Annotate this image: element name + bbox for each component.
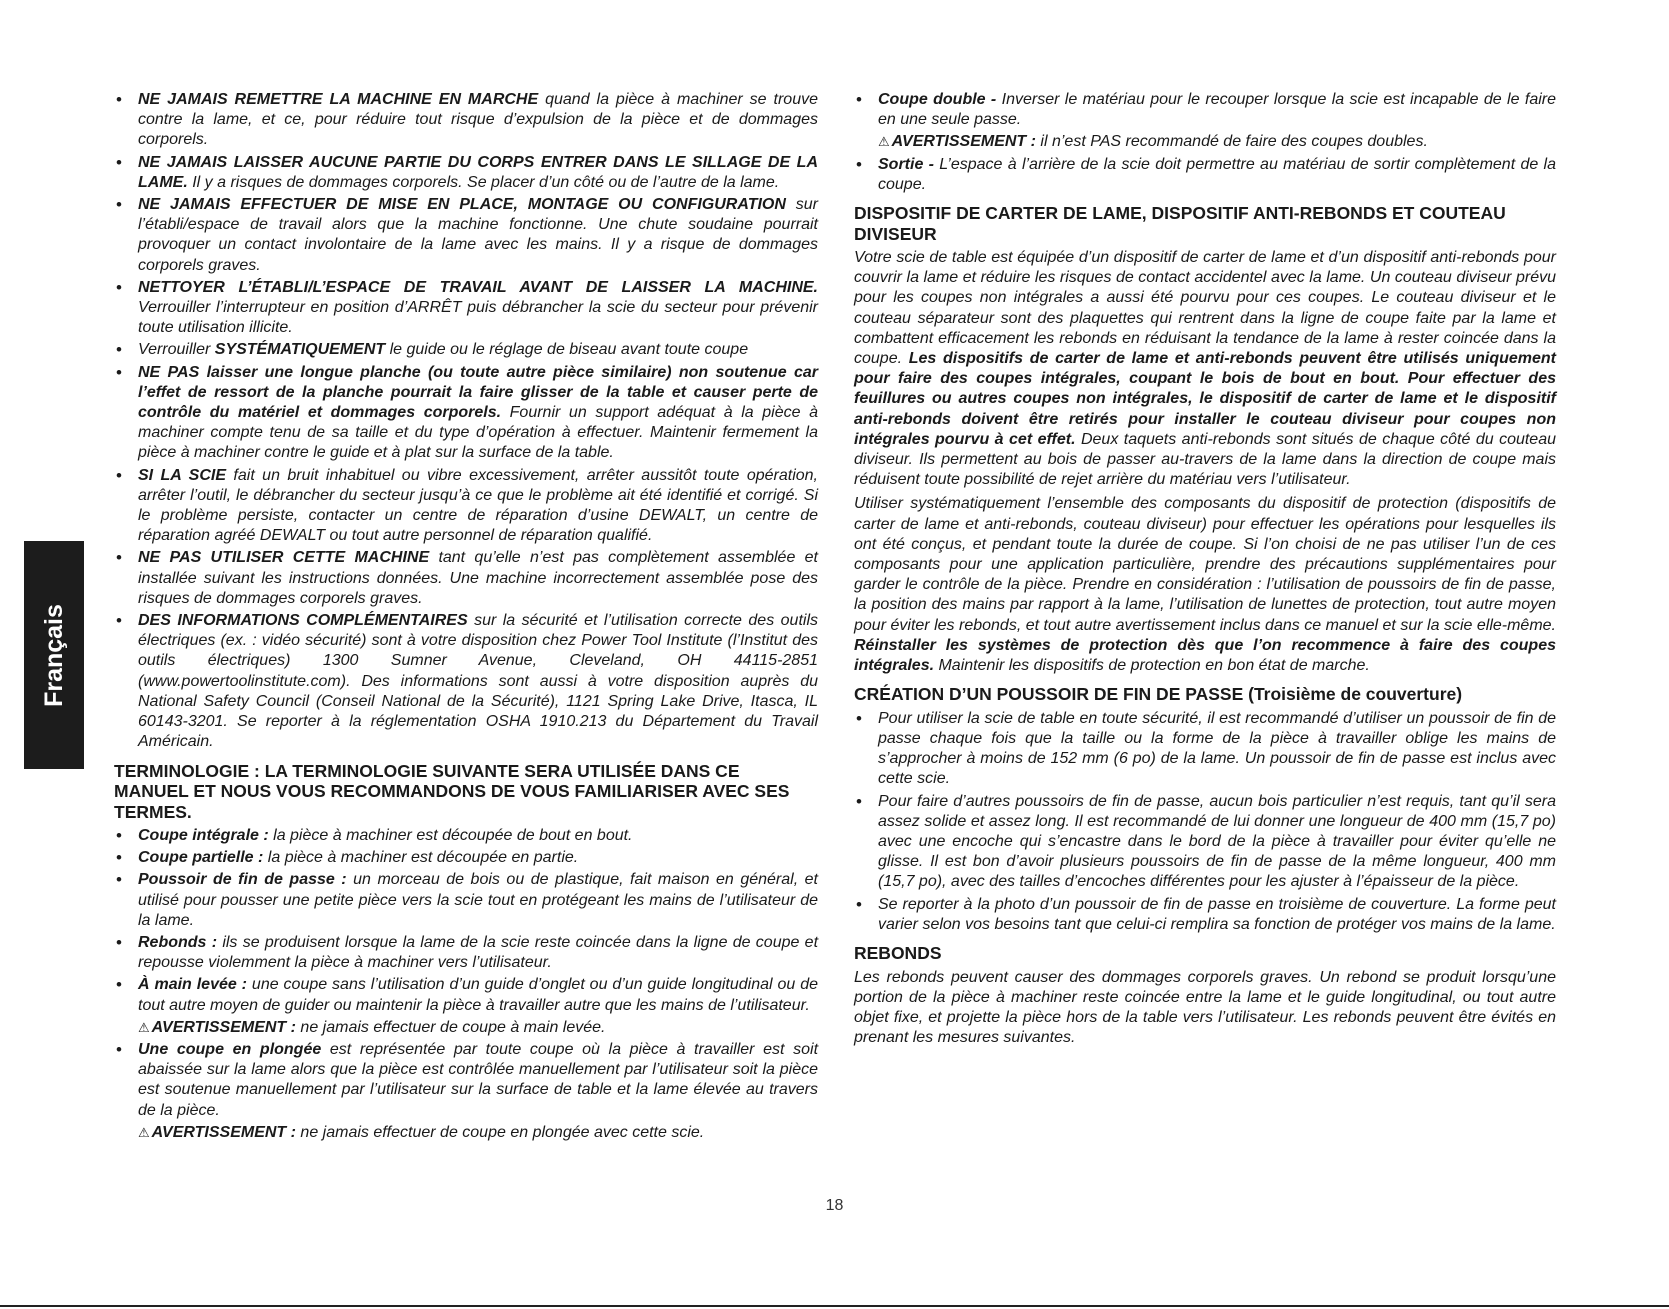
term-item: • Sortie - L’espace à l’arrière de la scie doit permettre au matériau de sortir complètement de la coupe. bbox=[854, 155, 1556, 195]
guard-heading: DISPOSITIF DE CARTER DE LAME, DISPOSITIF ANTI-REBONDS ET COUTEAU DIVISEUR bbox=[854, 203, 1506, 244]
term-item: • Une coupe en plongée est représentée par toute coupe où la pièce à travailler est soit abaissée sur la lame alors que la pièce est contrôlée manuellement par l’utilisateur soit la pièce est soutenue manuellement par l’utilisateur sur la surface de table et la lame élevée au travers de la pièce. bbox=[114, 1040, 818, 1121]
warning-double: ⚠ AVERTISSEMENT : il n’est PAS recommandé de faire des coupes doubles. bbox=[878, 133, 1428, 151]
push-stick-item: • Pour utiliser la scie de table en toute sécurité, il est recommandé d’utiliser un poussoir de fin de passe chaque fois que la taille ou la forme de la pièce à travailler oblige les mains de s’approcher à moins de 152 mm (6 po) de la lame. Un poussoir de fin de passe est inclus avec cette scie. bbox=[854, 709, 1556, 790]
safety-rule: • NE PAS laisser une longue planche (ou toute autre pièce similaire) non soutenue car l’effet de ressort de la planche pourrait la faire glisser de la table et causer perte de contrôle du matériel et dommages corporels. Fournir un support adéquat à la pièce à machiner compte tenu de sa taille et du type d’opération à effectuer. Maintenir fermement la pièce à machiner contre le guide et à plat sur la surface de la table. bbox=[114, 363, 818, 464]
push-stick-item: • Se reporter à la photo d’un poussoir de fin de passe en troisième de couverture. La forme peut varier selon vos besoins tant que celui-ci remplira sa fonction de protéger vos mains de la lame. bbox=[854, 895, 1556, 935]
safety-rule: • NE PAS UTILISER CETTE MACHINE tant qu’elle n’est pas complètement assemblée et installée suivant les instructions données. Une machine incorrectement assemblée pose des risques de dommages corporels graves. bbox=[114, 548, 818, 609]
safety-rule: • SI LA SCIE fait un bruit inhabituel ou vibre excessivement, arrêter aussitôt toute opération, arrêter l’outil, le débrancher du secteur jusqu’à ce que le problème ait été identifié et corrigé. Si le problème persiste, contacter un centre de réparation d’usine DEWALT, un centre de réparation agréé DEWALT ou tout autre personnel de réparation qualifié. bbox=[114, 466, 818, 547]
safety-rule: • NE JAMAIS REMETTRE LA MACHINE EN MARCHE quand la pièce à machiner se trouve contre la lame, et ce, pour réduire tout risque d’expulsion de la pièce et de dommages corporels. bbox=[114, 90, 818, 151]
safety-rule: • NE JAMAIS EFFECTUER DE MISE EN PLACE, MONTAGE OU CONFIGURATION sur l’établi/espace de travail alors que la machine fonctionne. Une chute soudaine pourrait provoquer un contact involontaire de la lame avec les mains. Il y a risque de dommages corporels graves. bbox=[114, 195, 818, 276]
term-item: • Coupe intégrale : la pièce à machiner est découpée de bout en bout. bbox=[114, 826, 818, 846]
warning-plongee: ⚠ AVERTISSEMENT : ne jamais effectuer de coupe en plongée avec cette scie. bbox=[138, 1123, 705, 1141]
term-item: • Poussoir de fin de passe : un morceau de bois ou de plastique, fait maison en général, et utilisé pour pousser une petite pièce vers la scie tout en protégeant les mains de l’utilisateur de la lame. bbox=[114, 870, 818, 931]
guard-paragraph: Votre scie de table est équipée d’un dispositif de carter de lame et d’un dispositif anti-rebonds pour couvrir la lame et réduire les risques de contact accidentel avec la lame. Un couteau diviseur prévu pour les coupes non intégrales a aussi été pourvu pour ces coupes. Le couteau diviseur et le couteau séparateur sont des plaquettes qui rentrent dans la ligne de coupe faite par la lame et combattent efficacement les rebonds en réduisant la tendance de la lame à rester coincée dans la coupe. Les dispositifs de carter de lame et anti-rebonds peuvent être utilisés uniquement pour faire des coupes intégrales, coupant le bois de bout en bout. Pour effectuer des feuillures ou autres coupes non intégrales, le dispositif de carter de lame et le dispositif anti-rebonds doivent être retirés pour installer le couteau diviseur pour coupes non intégrales pourvu à cet effet. Deux taquets anti-rebonds sont situés de chaque côté du couteau diviseur. Ils permettent au bois de passer au-travers de la lame dans la direction de coupe mais réduisent toute possibilité de rejet arrière du matériau vers l’utilisateur. bbox=[854, 249, 1557, 489]
right-column bbox=[854, 90, 1556, 1052]
term-item: • Coupe double - Inverser le matériau pour le recouper lorsque la scie est incapable de le faire en une seule passe. bbox=[854, 90, 1556, 130]
terminology-list bbox=[114, 826, 818, 1016]
term-item: • À main levée : une coupe sans l’utilisation d’un guide d’onglet ou d’un guide longitudinal ou de tout autre moyen de guider ou maintenir la pièce à travailler autre que les mains de l’utilisateur. bbox=[114, 975, 818, 1015]
safety-rule: • NE JAMAIS LAISSER AUCUNE PARTIE DU CORPS ENTRER DANS LE SILLAGE DE LA LAME. Il y a risques de dommages corporels. Se placer d’un côté ou de l’autre de la lame. bbox=[114, 153, 818, 193]
kickback-paragraph: Les rebonds peuvent causer des dommages corporels graves. Un rebond se produit lorsqu’une portion de la pièce à machiner reste coincée entre la lame et le guide longitudinal, ou tout autre objet fixe, et projette la pièce hors de la table vers l’utilisateur. Les rebonds peuvent être évités en prenant les mesures suivantes. bbox=[854, 968, 1556, 1047]
safety-rules-list bbox=[114, 90, 818, 753]
terminology-list-4 bbox=[854, 155, 1556, 195]
language-tab-label: Français bbox=[39, 603, 68, 707]
kickback-heading: REBONDS bbox=[854, 943, 942, 964]
safety-rule: • Verrouiller SYSTÉMATIQUEMENT le guide ou le réglage de biseau avant toute coupe bbox=[114, 340, 818, 360]
terminology-heading: TERMINOLOGIE : LA TERMINOLOGIE SUIVANTE SERA UTILISÉE DANS CE MANUEL ET NOUS VOUS RECOMMANDONS DE VOUS FAMILIARISER AVEC SES TERMES. bbox=[114, 760, 790, 822]
warning-main-levee: ⚠ AVERTISSEMENT : ne jamais effectuer de coupe à main levée. bbox=[138, 1018, 606, 1036]
safety-rule: • NETTOYER L’ÉTABLI/L’ESPACE DE TRAVAIL AVANT DE LAISSER LA MACHINE. Verrouiller l’interrupteur en position d’ARRÊT puis débrancher la scie du secteur pour prévenir toute utilisation illicite. bbox=[114, 278, 818, 339]
push-stick-heading: CRÉATION D’UN POUSSOIR DE FIN DE PASSE (Troisième de couverture) bbox=[854, 684, 1463, 705]
left-column bbox=[114, 90, 818, 1145]
warning-triangle-icon: ⚠ bbox=[138, 1124, 150, 1140]
terminology-list-3 bbox=[854, 90, 1556, 130]
page-number: 18 bbox=[825, 1197, 844, 1214]
push-stick-item: • Pour faire d’autres poussoirs de fin de passe, aucun bois particulier n’est requis, tant qu’il sera assez solide et assez long. Il est recommandé de lui donner une longueur de 400 mm (15,7 po) avec une encoche qui s’encastre dans le bord de la pièce à travailler pour éviter qu’elle ne glisse. Il est bon d’avoir plusieurs poussoirs de fin de passe de la même longueur, 400 mm (15,7 po), avec des tailles d’encoches différentes pour les ajuster à l’épaisseur de la pièce. bbox=[854, 792, 1556, 893]
push-stick-list bbox=[854, 709, 1556, 935]
warning-triangle-icon: ⚠ bbox=[138, 1019, 150, 1035]
terminology-list-2 bbox=[114, 1040, 818, 1121]
term-item: • Rebonds : ils se produisent lorsque la lame de la scie reste coincée dans la ligne de coupe et repousse violemment la pièce à machiner vers l’utilisateur. bbox=[114, 933, 818, 973]
language-tab bbox=[24, 541, 84, 769]
guard-paragraph: Utiliser systématiquement l’ensemble des composants du dispositif de protection (dispositifs de carter de lame et anti-rebonds, couteau diviseur) pour effectuer les opérations pour lesquelles ils ont été conçus, et pendant toute la durée de coupe. Si l’on choisi de ne pas utiliser l’un de ces composants pour une application particulière, prendre des précautions supplémentaires pour garder le contrôle de la pièce. Prendre en considération : l’utilisation de poussoirs de fin de passe, la position des mains par rapport à la lame, l’utilisation de lunettes de protection, tout autre moyen pour éviter les rebonds, et tout autre avertissement inclus dans ce manuel et sur la scie elle-même. Réinstaller les systèmes de protection dès que l’on recommence à faire des coupes intégrales. Maintenir les dispositifs de protection en bon état de marche. bbox=[854, 495, 1556, 675]
warning-triangle-icon: ⚠ bbox=[878, 134, 890, 150]
bottom-rule bbox=[0, 1305, 1669, 1307]
term-item: • Coupe partielle : la pièce à machiner est découpée en partie. bbox=[114, 848, 818, 868]
safety-rule: • DES INFORMATIONS COMPLÉMENTAIRES sur la sécurité et l’utilisation correcte des outils électriques (ex. : vidéo sécurité) sont à votre disposition chez Power Tool Institute (l’Institut des outils électriques) 1300 Sumner Avenue, Cleveland, OH 44115-2851 (www.powertoolinstitute.com). Des informations sont aussi à votre disposition auprès du National Safety Council (Conseil National de la Sécurité), 1121 Spring Lake Drive, Itasca, IL 60143-3201. Se reporter à la réglementation OSHA 1910.213 du Département du Travail Américain. bbox=[114, 611, 818, 752]
